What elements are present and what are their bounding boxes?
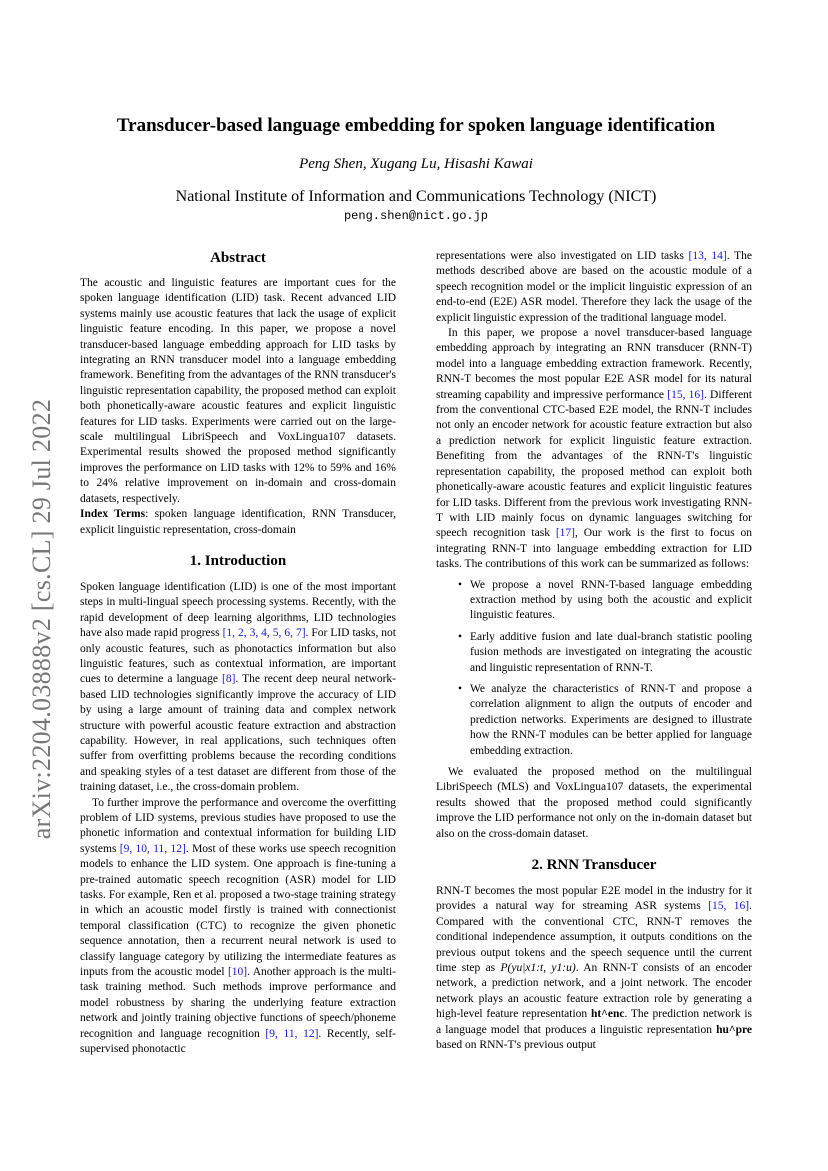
paper-affiliation: National Institute of Information and Communications Technology (NICT) (175, 188, 657, 205)
citation-link[interactable]: [1, 2, 3, 4, 5, 6, 7] (222, 627, 306, 640)
math-h-pre: hu^pre (716, 1023, 752, 1036)
intro-paragraph-1: Spoken language identification (LID) is one of the most important steps in multi-lingual speech processing systems. Recently, with the rapid development of deep learning algorithms, LID technologies have also made rapid progress [1, 2, 3, 4, 5, 6, 7]. For LID tasks, not only acoustic features, such as phonotactics information but also linguistic features, such as contextual information, are important cues to determine a language [8]. The recent deep neural network-based LID technologies significantly improve the accuracy of LID by using a large amount of training data and complex network structure with powerful acoustic feature extraction and abstraction capability. However, in real applications, such techniques often suffer from overfitting problems because the recording conditions and speaking styles of a test dataset are different from those of the training dataset, i.e., the cross-domain problem. (80, 580, 397, 794)
intro-paragraph-evaluation: We evaluated the proposed method on the multilingual LibriSpeech (MLS) and VoxLingua107 datasets, the experimental results showed that the proposed method could significantly improve the LID performance not only on the in-domain dataset but also on the cross-domain dataset. (436, 766, 752, 840)
right-column (436, 249, 752, 1054)
rnnt-heading: 2. RNN Transducer (531, 857, 657, 874)
introduction-heading: 1. Introduction (189, 552, 287, 569)
citation-link[interactable]: [15, 16] (667, 388, 704, 401)
list-item: • We propose a novel RNN-T-based language embedding extraction method by using both the acoustic and explicit linguistic features. (458, 578, 752, 624)
citation-link[interactable]: [13, 14] (688, 250, 727, 262)
abstract-text: The acoustic and linguistic features are important cues for the spoken language identification (LID) task. Recent advanced LID systems mainly use acoustic features that lack the usage of explicit linguistic feature encoding. In this paper, we propose a novel transducer-based language embedding approach for LID tasks by integrating an RNN transducer model into a language embedding framework. Benefiting from the advantages of the RNN transducer's linguistic representation capability, the proposed method can exploit both phonetically-aware acoustic features and explicit linguistic features for LID tasks. Experiments were carried out on the large-scale multilingual LibriSpeech and VoxLingua107 datasets. Experimental results showed the proposed method significantly improves the performance on LID tasks with 12% to 59% and 16% to 24% relative improvement on in-domain and cross-domain datasets, respectively. (80, 277, 396, 505)
intro-paragraph-this-paper: In this paper, we propose a novel transducer-based language embedding approach by integrating an RNN transducer (RNN-T) model into a language embedding extraction framework. Recently, RNN-T becomes the most popular E2E ASR model for its natural streaming capability and impressive performance [15, 16]. Different from the conventional CTC-based E2E model, the RNN-T includes not only an encoder network for acoustic feature extraction but also a prediction network for explicit linguistic feature extraction. Benefiting from the advantages of the RNN-T's linguistic representation capability, the proposed method can exploit both phonetically-aware acoustic features and explicit linguistic features for LID tasks. Different from the previous work investigating RNN-T with LID mainly focus on dynamic languages switching for speech recognition task [17], Our work is the first to focus on integrating RNN-T into language embedding extraction for LID tasks. The contributions of this work can be summarized as follows: (436, 327, 753, 571)
math-h-enc: ht^enc (590, 1008, 625, 1021)
citation-link[interactable]: [9, 10, 11, 12] (119, 842, 186, 855)
list-item: • Early additive fusion and late dual-branch statistic pooling fusion methods are investigated on integrating the acoustic and linguistic representation of RNN-T. (458, 630, 752, 676)
citation-link[interactable]: [17] (555, 527, 575, 540)
paper-authors: Peng Shen, Xugang Lu, Hisashi Kawai (299, 156, 533, 172)
index-terms (80, 507, 396, 538)
intro-paragraph-2: To further improve the performance and overcome the overfitting problem of LID systems, previous studies have proposed to use the phonetic information and contextual information for building LID systems [9, 10, 11, 12]. Most of these works use speech recognition models to enhance the LID system. One approach is fine-tuning a pre-trained automatic speech recognition (ASR) model for LID tasks. For example, Ren et al. proposed a two-stage training strategy in which an acoustic model firstly is trained with connectionist temporal classification (CTC) to recognize the given phonetic sequence annotation, then a recurrent neural network is used to classify language category by utilizing the intermediate features as inputs from the acoustic model [10]. Another approach is the multi-task training method. Such methods improve performance and model robustness by sharing the underlying feature extraction network and jointly training objective functions of speech/phoneme recognition and language recognition [9, 11, 12]. Recently, self-supervised phonotactic (80, 796, 397, 1056)
math-probability: P(yu|x1:t, y1:u) (500, 962, 576, 975)
contributions-list (458, 578, 752, 759)
list-item: • We analyze the characteristics of RNN-T and propose a correlation alignment to align the outputs of encoder and prediction networks. Experiments are designed to illustrate how the RNN-T modules can be better applied for language embedding extraction. (458, 682, 752, 759)
left-column (80, 248, 396, 1058)
index-terms-label: Index Terms (80, 508, 146, 521)
citation-link[interactable]: [15, 16] (708, 900, 750, 913)
arxiv-identifier (22, 384, 62, 854)
citation-link[interactable]: [10] (227, 966, 248, 979)
abstract-heading: Abstract (210, 250, 266, 266)
rnnt-paragraph: RNN-T becomes the most popular E2E model in the industry for it provides a natural way for streaming ASR systems [15, 16]. Compared with the conventional CTC, RNN-T removes the conditional independence assumption, it outputs conditions on the previous output tokens and the speech sequence until the current time step as P(yu|x1:t, y1:u). An RNN-T consists of an encoder network, a prediction network, and a joint network. The encoder network plays an acoustic feature extraction role by generating a high-level feature representation ht^enc. The prediction network is a language model that produces a linguistic representation hu^pre based on RNN-T's previous output (436, 885, 753, 1052)
intro-paragraph-continued: representations were also investigated on LID tasks [13, 14]. The methods described above are based on the acoustic module of a speech recognition model or the implicit linguistic expression of an end-to-end (E2E) ASR model. Therefore they lack the usage of the explicit linguistic expression of the traditional language model. (436, 250, 752, 324)
author-email[interactable]: peng.shen@nict.go.jp (343, 209, 489, 223)
index-terms-text: : spoken language identification, RNN Transducer, explicit linguistic representation, cross-domain (80, 508, 397, 536)
arxiv-id-text: arXiv:2204.03888v2 [cs.CL] 29 Jul 2022 (27, 398, 56, 840)
citation-link[interactable]: [8] (221, 673, 236, 686)
citation-link[interactable]: [9, 11, 12] (265, 1027, 319, 1040)
paper-title: Transducer-based language embedding for spoken language identification (116, 115, 716, 136)
